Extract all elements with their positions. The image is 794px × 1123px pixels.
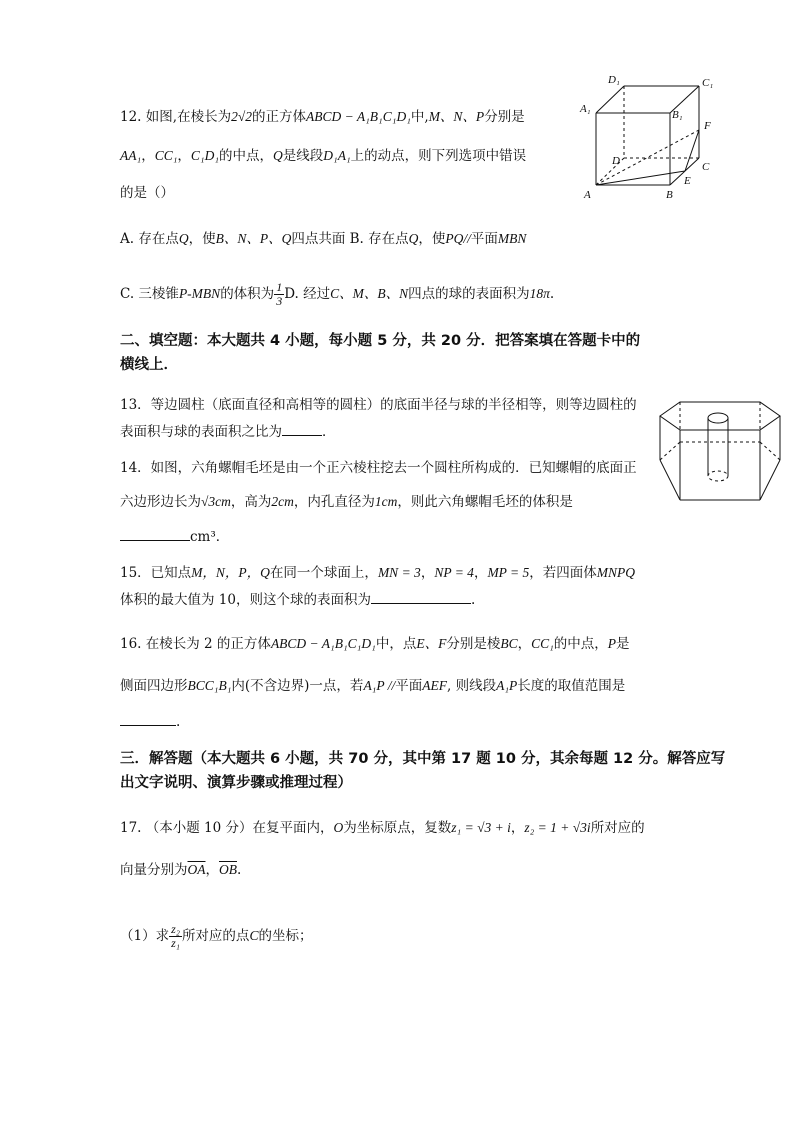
label-D: D — [612, 155, 620, 167]
vector-OA: $\overline{OA}$ — [187, 862, 206, 877]
label-E: E — [684, 175, 691, 187]
label-A: A — [584, 189, 591, 201]
hex-nut-figure — [656, 398, 786, 508]
q14-line3: cm³． — [120, 526, 229, 546]
hex-bottom-edge — [760, 460, 780, 500]
label-F: F — [704, 120, 711, 132]
q14-line1: 14．如图，六角螺帽毛坯是由一个正六棱柱挖去一个圆柱所构成的．已知螺帽的底面正 — [120, 460, 637, 476]
label-A1: A₁ — [580, 103, 591, 115]
answer-blank[interactable] — [371, 589, 471, 604]
label-B1: B₁ — [672, 109, 683, 121]
q12-line3: 的是（） — [120, 185, 174, 201]
q16-line2: 侧面四边形BCC₁B₁内(不含边界)一点，若A₁P //平面AEF, 则线段A₁P长度的取值范围是 — [120, 678, 626, 694]
label-C: C — [702, 161, 710, 173]
q13-line2: 表面积与球的表面积之比为 ． — [120, 421, 336, 441]
cube-figure — [578, 72, 728, 202]
hex-hidden-edge — [660, 442, 680, 460]
q12-options-ab: A. 存在点Q，使B、N、P、Q四点共面 B. 存在点Q，使PQ//平面MBN — [120, 231, 527, 247]
hex-hidden-edge — [760, 442, 780, 460]
section2-heading-line2: 横线上． — [120, 357, 178, 373]
answer-blank[interactable] — [282, 421, 322, 436]
q17-part1: （1）求 $\frac{\text{z₂}}{\text{z₁}}$ 所对应的点C的坐标； — [120, 922, 313, 950]
fraction-z2-over-z1: $\frac{\text{z₂}}{\text{z₁}}$ — [171, 922, 180, 950]
bore-top-ellipse — [708, 413, 728, 423]
q12-line2: AA₁，CC₁，C₁D₁的中点，Q是线段D₁A₁上的动点，则下列选项中错误 — [120, 148, 527, 164]
answer-blank[interactable] — [120, 526, 190, 541]
q14-line2: 六边形边长为√3cm，高为2cm，内孔直径为1cm，则此六角螺帽毛坯的体积是 — [120, 494, 573, 510]
cube-edge — [596, 86, 624, 113]
label-C1: C₁ — [702, 77, 714, 89]
q17-line2: 向量分别为$\overline{OA}$，$\overline{OB}$. — [120, 862, 242, 878]
q17-line1: 17. （本小题 10 分）在复平面内，O为坐标原点，复数z₁ = √3 + i，z₂ = 1 + √3i所对应的 — [120, 820, 645, 836]
label-D1: D₁ — [608, 74, 620, 86]
hex-bottom-edge — [660, 460, 680, 500]
bore-bottom-ellipse — [708, 471, 728, 481]
label-B: B — [666, 189, 673, 201]
q12-line1: 12. 如图,在棱长为2√2的正方体ABCD − A₁B₁C₁D₁中,M、N、P分别是 — [120, 109, 525, 125]
section2-heading-line1: 二、填空题：本大题共 4 小题，每小题 5 分，共 20 分．把答案填在答题卡中的 — [120, 333, 641, 349]
q16-line1: 16. 在棱长为 2 的正方体ABCD − A₁B₁C₁D₁中，点E、F分别是棱BC，CC₁的中点，P是 — [120, 636, 630, 652]
q16-line3: . — [120, 711, 180, 731]
section3-heading-line1: 三．解答题（本大题共 6 小题，共 70 分，其中第 17 题 10 分，其余每题 12 分。解答应写 — [120, 751, 726, 767]
vector-OB: $\overline{OB}$ — [219, 862, 237, 877]
q13-line1: 13．等边圆柱（底面直径和高相等的圆柱）的底面半径与球的半径相等，则等边圆柱的 — [120, 397, 637, 413]
answer-blank[interactable] — [120, 711, 176, 726]
fraction-one-third: $\frac{1}{3}$ — [276, 280, 283, 308]
hex-top-face — [660, 402, 780, 430]
q15-line2: 体积的最大值为 10，则这个球的表面积为 . — [120, 589, 475, 609]
q12-options-cd: C. 三棱锥P-MBN的体积为 $\frac{1}{3}$ D. 经过C、M、B、N四点的球的表面积为18π. — [120, 280, 555, 308]
section3-heading-line2: 出文字说明、演算步骤或推理过程） — [120, 775, 352, 791]
q15-line1: 15．已知点M，N，P，Q在同一个球面上，MN = 3，NP = 4，MP = 5，若四面体MNPQ — [120, 565, 636, 581]
